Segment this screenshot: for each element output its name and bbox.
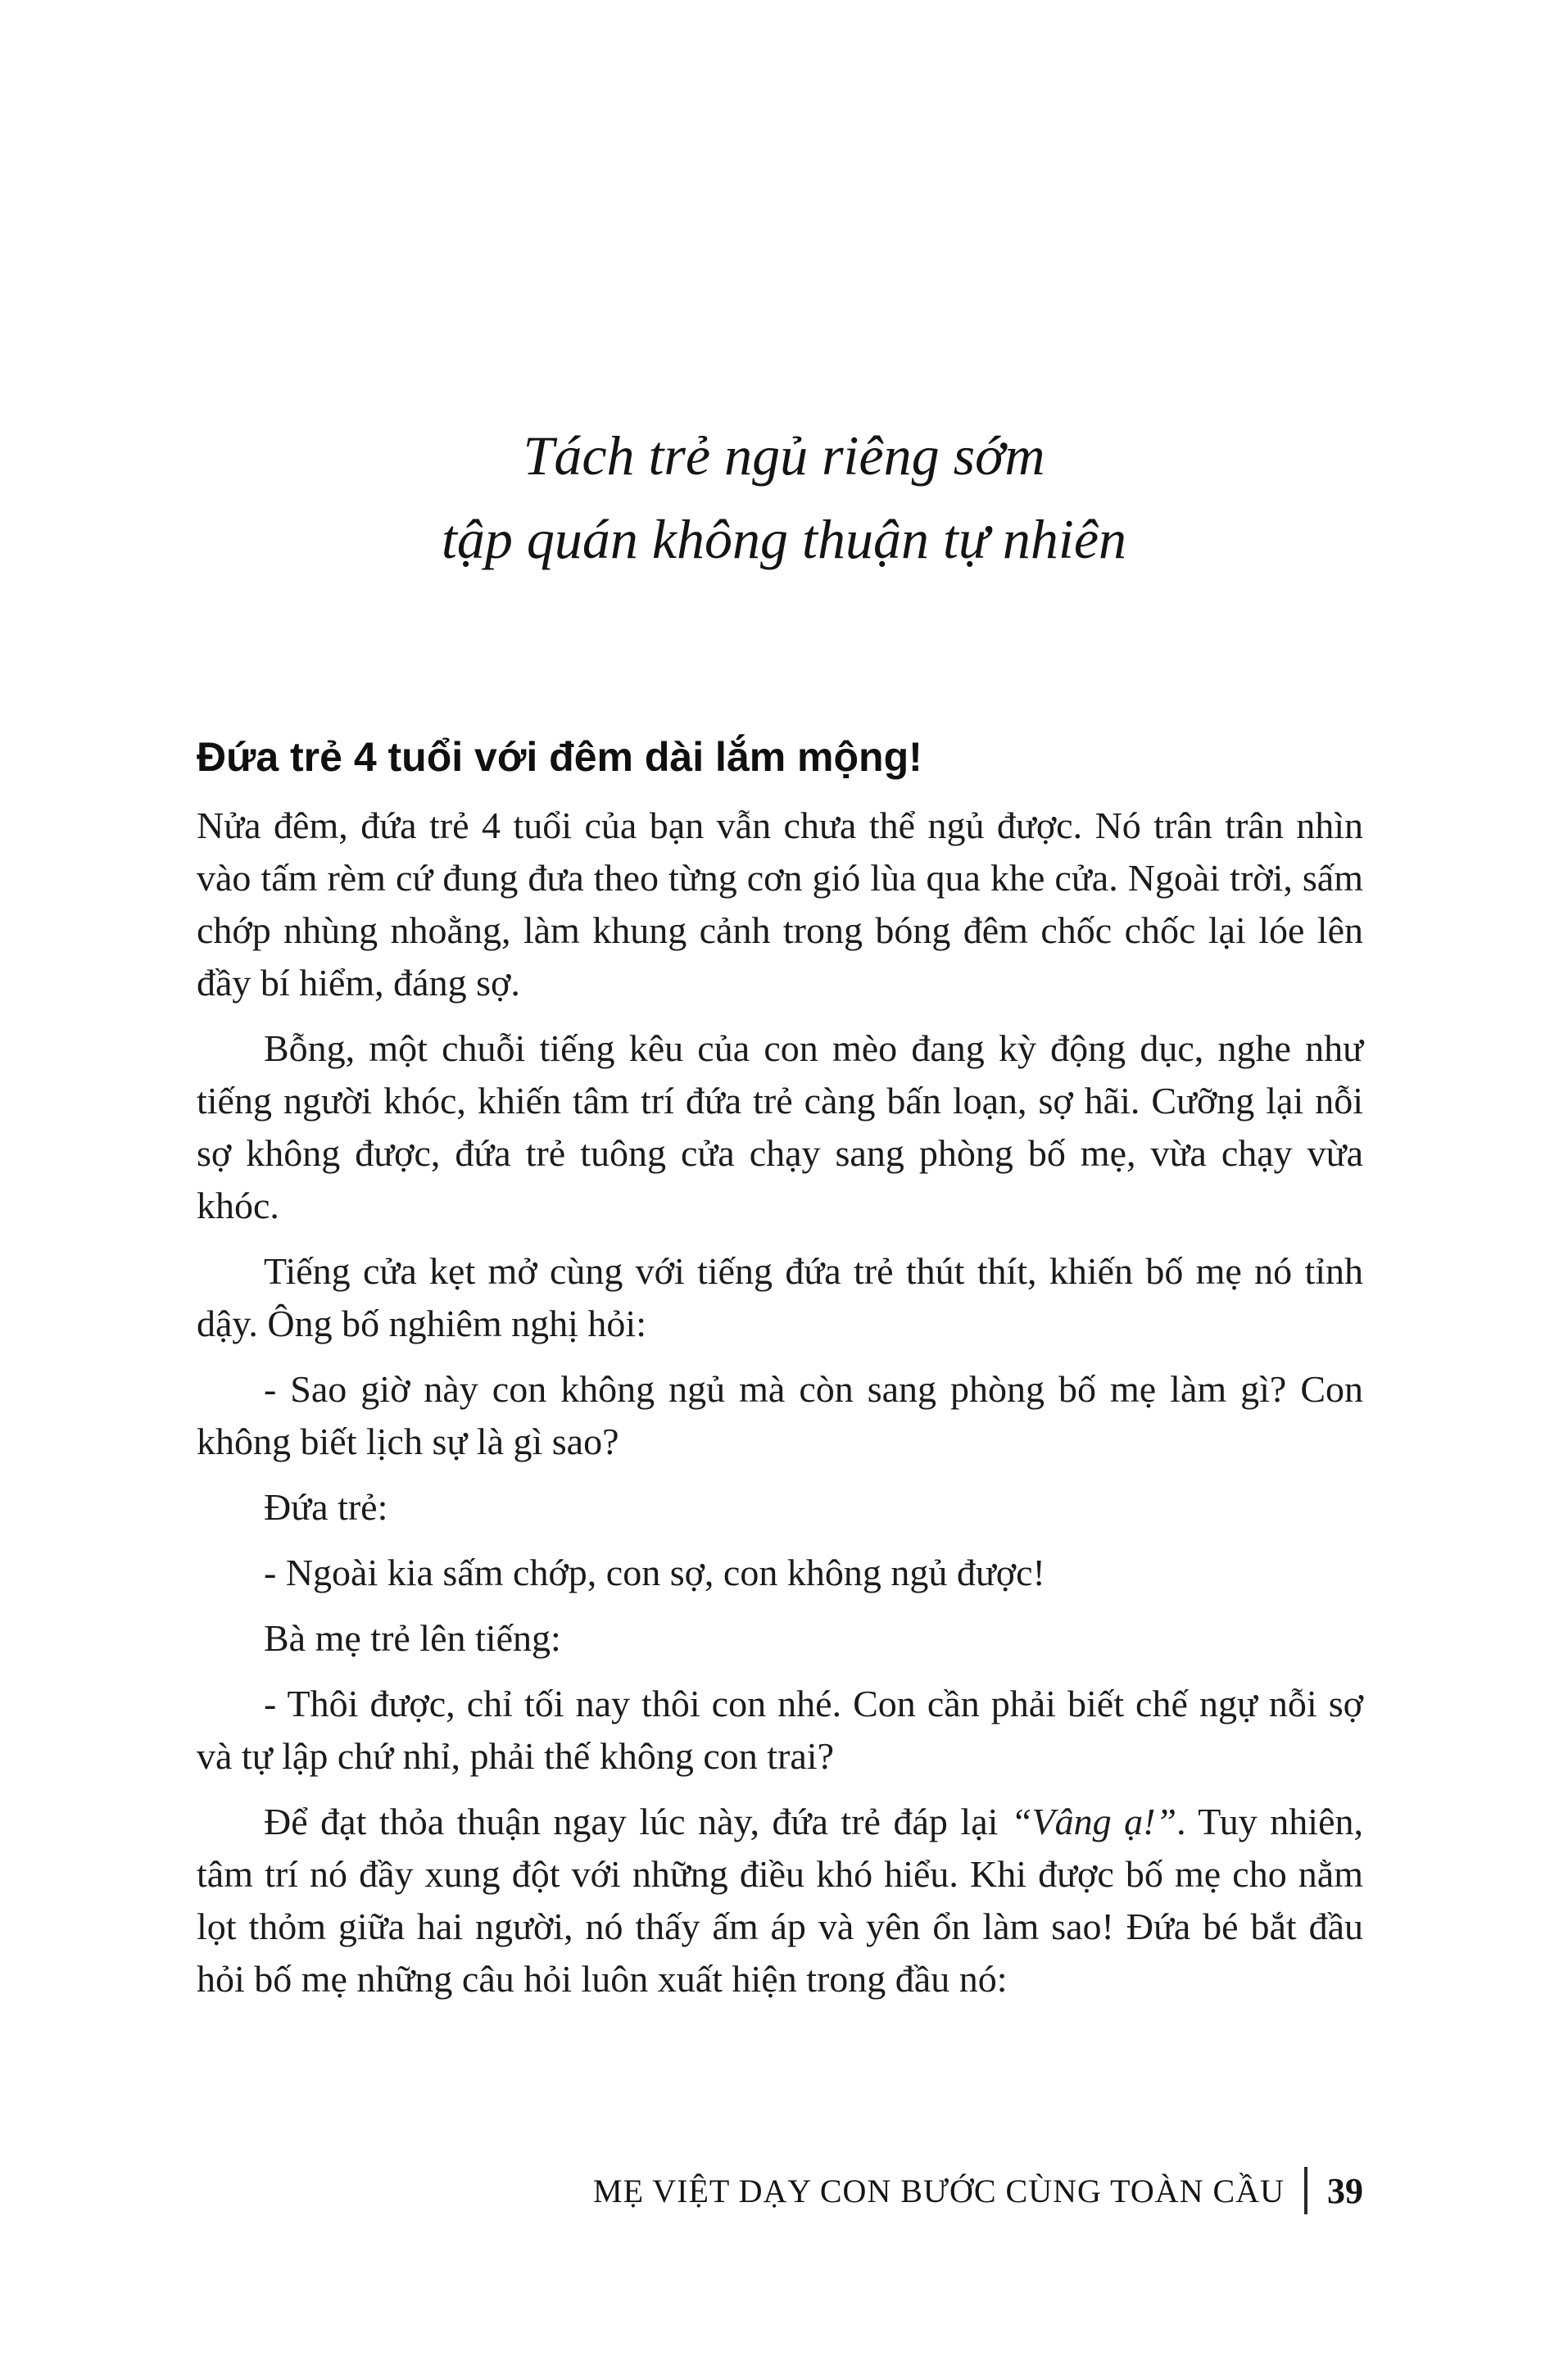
text-segment: - Thôi được, chỉ tối nay thôi con nhé. Con cần phải biết chế ngự nỗi sợ và tự lập chứ nhỉ, phải thế không con trai? xyxy=(197,1682,1363,1777)
section-heading: Đứa trẻ 4 tuổi với đêm dài lắm mộng! xyxy=(197,734,922,780)
text-segment: - Sao giờ này con không ngủ mà còn sang phòng bố mẹ làm gì? Con không biết lịch sự là gì sao? xyxy=(197,1367,1363,1462)
footer-running-title: MẸ VIỆT DẠY CON BƯỚC CÙNG TOÀN CẦU xyxy=(593,2172,1285,2209)
paragraph xyxy=(197,1481,1363,1534)
chapter-title xyxy=(0,414,1568,581)
text-segment: Tiếng cửa kẹt mở cùng với tiếng đứa trẻ thút thít, khiến bố mẹ nó tỉnh dậy. Ông bố nghiêm nghị hỏi: xyxy=(197,1249,1363,1344)
text-segment: “Vâng ạ!” xyxy=(1010,1800,1177,1842)
paragraph xyxy=(197,1678,1363,1783)
page-footer xyxy=(593,2167,1363,2214)
paragraph xyxy=(197,1022,1363,1232)
page-number: 39 xyxy=(1327,2170,1363,2211)
text-segment: Bà mẹ trẻ lên tiếng: xyxy=(264,1616,561,1659)
text-segment: . Tuy nhiên, tâm trí nó đầy xung đột với những điều khó hiểu. Khi được bố mẹ cho nằm lọt thỏm giữa hai người, nó thấy ấm áp và yên ổn làm sao! Đứa bé bắt đầu hỏi bố mẹ những câu hỏi luôn xuất hiện trong đầu nó: xyxy=(197,1800,1363,2000)
chapter-title-line1: Tách trẻ ngủ riêng sớm xyxy=(523,424,1045,487)
paragraph xyxy=(197,1796,1363,2005)
paragraph xyxy=(197,1612,1363,1665)
text-segment: Để đạt thỏa thuận ngay lúc này, đứa trẻ đáp lại xyxy=(264,1800,1011,1842)
paragraph xyxy=(197,1363,1363,1468)
text-segment: Đứa trẻ: xyxy=(264,1485,388,1528)
text-segment: - Ngoài kia sấm chớp, con sợ, con không ngủ được! xyxy=(264,1551,1045,1593)
text-segment: Bỗng, một chuỗi tiếng kêu của con mèo đang kỳ động dục, nghe như tiếng người khóc, khiến tâm trí đứa trẻ càng bấn loạn, sợ hãi. Cưỡng lại nỗi sợ không được, đứa trẻ tuông cửa chạy sang phòng bố mẹ, vừa chạy vừa khóc. xyxy=(197,1026,1363,1226)
text-segment: Nửa đêm, đứa trẻ 4 tuổi của bạn vẫn chưa thể ngủ được. Nó trân trân nhìn vào tấm rèm cứ đung đưa theo từng cơn gió lùa qua khe cửa. Ngoài trời, sấm chớp nhùng nhoằng, làm khung cảnh trong bóng đêm chốc chốc lại lóe lên đầy bí hiểm, đáng sợ. xyxy=(197,804,1363,1004)
paragraph xyxy=(197,1245,1363,1350)
paragraph xyxy=(197,1547,1363,1599)
chapter-title-line2: tập quán không thuận tự nhiên xyxy=(441,508,1127,570)
page-content xyxy=(197,732,1363,2005)
body-paragraphs xyxy=(197,800,1363,2005)
footer-divider xyxy=(1304,2167,1307,2214)
paragraph xyxy=(197,800,1363,1009)
